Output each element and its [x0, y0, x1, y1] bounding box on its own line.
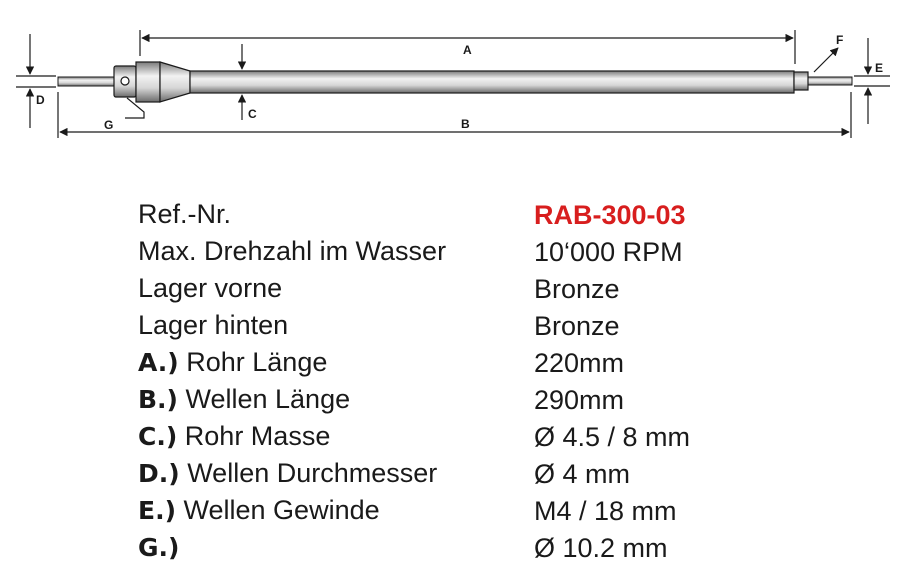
spec-label: [138, 270, 534, 307]
spec-value: Ø 4.5 / 8 mm: [534, 421, 691, 452]
spec-prefix: C.): [138, 422, 178, 451]
spec-label-text: Max. Drehzahl im Wasser: [138, 236, 447, 266]
spec-label-text: Wellen Länge: [177, 384, 351, 414]
leader-f: [814, 48, 838, 72]
spec-label: [138, 307, 534, 344]
spec-label-text: Lager vorne: [138, 273, 283, 303]
spec-row: [138, 307, 690, 344]
label-e: E: [875, 61, 884, 75]
spec-table: [138, 196, 690, 566]
spec-value: 220mm: [534, 347, 625, 378]
rear-nut: [794, 72, 808, 90]
stern-tube-drawing: [0, 0, 900, 160]
dimension-b: [58, 92, 851, 138]
spec-value: Ø 4 mm: [534, 458, 631, 489]
spec-label-text: Lager hinten: [138, 310, 289, 340]
spec-value: Bronze: [534, 273, 620, 304]
spec-row: [138, 270, 690, 307]
spec-label: [138, 233, 534, 270]
spec-label: [138, 344, 534, 381]
spec-prefix: D.): [138, 459, 180, 488]
spec-row: [138, 381, 690, 418]
spec-label-text: Wellen Gewinde: [176, 495, 380, 525]
spec-value: M4 / 18 mm: [534, 495, 677, 526]
spec-label: [138, 492, 534, 529]
label-a: A: [463, 43, 472, 57]
spec-row: [138, 529, 690, 566]
spec-value: 10‘000 RPM: [534, 236, 683, 267]
label-d: D: [36, 93, 45, 107]
spec-value: Ø 10.2 mm: [534, 532, 668, 563]
spec-label: [138, 381, 534, 418]
spec-prefix: A.): [138, 348, 179, 377]
spec-row: [138, 455, 690, 492]
collar-g: [114, 66, 136, 97]
spec-row: [138, 492, 690, 529]
spec-label: [138, 455, 534, 492]
spec-row: [138, 344, 690, 381]
label-f: F: [836, 33, 844, 47]
spec-value: 290mm: [534, 384, 625, 415]
label-c: C: [248, 107, 257, 121]
spec-row: [138, 196, 690, 233]
spec-prefix: E.): [138, 496, 177, 525]
spec-prefix: G.): [138, 533, 180, 562]
spec-value: Bronze: [534, 310, 620, 341]
front-bearing: [136, 62, 190, 102]
spec-row: [138, 233, 690, 270]
spec-row: [138, 418, 690, 455]
spec-label: [138, 196, 534, 233]
spec-label-text: Rohr Masse: [177, 421, 331, 451]
tube: [190, 71, 794, 93]
label-g: G: [104, 118, 114, 132]
spec-label-text: Ref.-Nr.: [138, 199, 232, 229]
dimension-d: [16, 34, 56, 128]
dimension-e: [854, 38, 890, 124]
spec-label-text: Wellen Durchmesser: [179, 458, 438, 488]
ref-number-value: RAB-300-03: [534, 199, 686, 230]
label-b: B: [461, 117, 470, 131]
spec-prefix: B.): [138, 385, 178, 414]
spec-label-text: Rohr Länge: [178, 347, 328, 377]
spec-label: [138, 529, 534, 566]
spec-label: [138, 418, 534, 455]
